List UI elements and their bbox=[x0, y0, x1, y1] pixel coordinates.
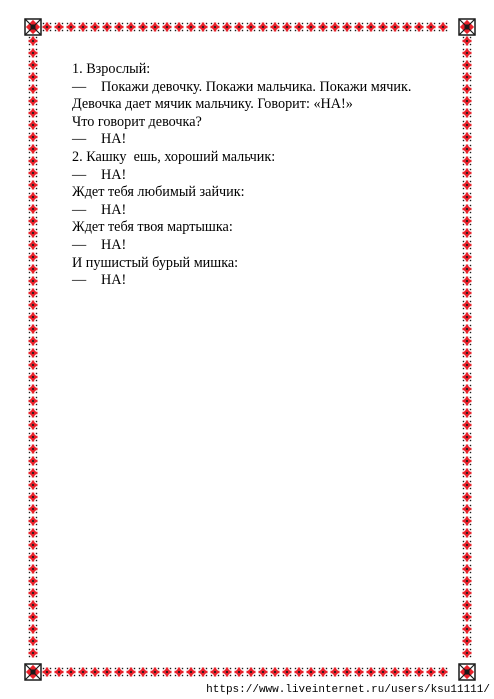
folk-cross-stitch-ornament-icon bbox=[115, 668, 124, 677]
folk-cross-stitch-ornament-icon bbox=[463, 301, 472, 310]
folk-cross-stitch-ornament-icon bbox=[29, 457, 38, 466]
folk-cross-stitch-ornament-icon bbox=[199, 23, 208, 32]
folk-cross-stitch-ornament-icon bbox=[463, 265, 472, 274]
folk-cross-stitch-ornament-icon bbox=[463, 229, 472, 238]
folk-cross-stitch-ornament-icon bbox=[463, 145, 472, 154]
em-dash: — bbox=[72, 236, 87, 253]
folk-cross-stitch-ornament-icon bbox=[29, 133, 38, 142]
folk-cross-stitch-ornament-icon bbox=[43, 23, 52, 32]
folk-cross-stitch-ornament-icon bbox=[67, 23, 76, 32]
folk-cross-stitch-ornament-icon bbox=[29, 253, 38, 262]
folk-cross-stitch-ornament-icon bbox=[29, 553, 38, 562]
folk-cross-stitch-ornament-icon bbox=[367, 668, 376, 677]
folk-cross-stitch-ornament-icon bbox=[283, 23, 292, 32]
folk-cross-stitch-ornament-icon bbox=[463, 253, 472, 262]
folk-cross-stitch-ornament-icon bbox=[439, 23, 448, 32]
folk-cross-stitch-ornament-icon bbox=[463, 613, 472, 622]
folk-cross-stitch-ornament-icon bbox=[211, 668, 220, 677]
poem-line-text: НА! bbox=[101, 236, 127, 253]
folk-cross-stitch-ornament-icon bbox=[343, 668, 352, 677]
border-top bbox=[43, 23, 448, 32]
folk-cross-stitch-ornament-icon bbox=[319, 668, 328, 677]
folk-cross-stitch-ornament-icon bbox=[29, 493, 38, 502]
folk-cross-stitch-ornament-icon bbox=[463, 337, 472, 346]
folk-cross-stitch-ornament-icon bbox=[29, 529, 38, 538]
folk-cross-stitch-ornament-icon bbox=[463, 313, 472, 322]
folk-cross-stitch-ornament-icon bbox=[29, 649, 38, 658]
folk-cross-stitch-ornament-icon bbox=[331, 668, 340, 677]
em-dash: — bbox=[72, 272, 87, 289]
folk-cross-stitch-ornament-icon bbox=[463, 97, 472, 106]
folk-cross-stitch-ornament-icon bbox=[29, 481, 38, 490]
folk-cross-stitch-ornament-icon bbox=[211, 23, 220, 32]
folk-cross-stitch-ornament-icon bbox=[29, 121, 38, 130]
folk-cross-stitch-ornament-icon bbox=[29, 85, 38, 94]
folk-cross-stitch-ornament-icon bbox=[463, 553, 472, 562]
poem-line: 2. Кашку ешь, хороший мальчик: bbox=[72, 148, 276, 165]
folk-cross-stitch-ornament-icon bbox=[115, 23, 124, 32]
folk-cross-stitch-ornament-icon bbox=[29, 385, 38, 394]
folk-cross-stitch-ornament-icon bbox=[463, 637, 472, 646]
folk-cross-stitch-ornament-icon bbox=[29, 541, 38, 550]
border-left bbox=[29, 37, 38, 658]
folk-cross-stitch-ornament-icon bbox=[29, 193, 38, 202]
folk-cross-stitch-ornament-icon bbox=[463, 517, 472, 526]
folk-cross-stitch-ornament-icon bbox=[463, 409, 472, 418]
folk-cross-stitch-ornament-icon bbox=[463, 481, 472, 490]
folk-cross-stitch-ornament-icon bbox=[29, 301, 38, 310]
folk-cross-stitch-ornament-icon bbox=[29, 325, 38, 334]
folk-cross-stitch-ornament-icon bbox=[463, 385, 472, 394]
em-dash: — bbox=[72, 201, 87, 218]
folk-cross-stitch-ornament-icon bbox=[379, 23, 388, 32]
folk-cross-stitch-ornament-icon bbox=[463, 61, 472, 70]
folk-cross-stitch-ornament-icon bbox=[103, 23, 112, 32]
folk-cross-stitch-ornament-icon bbox=[163, 23, 172, 32]
folk-cross-stitch-ornament-icon bbox=[271, 23, 280, 32]
folk-cross-stitch-ornament-icon bbox=[403, 23, 412, 32]
em-dash: — bbox=[72, 131, 87, 148]
folk-cross-stitch-ornament-icon bbox=[79, 23, 88, 32]
folk-cross-stitch-ornament-icon bbox=[427, 23, 436, 32]
folk-cross-stitch-ornament-icon bbox=[29, 613, 38, 622]
folk-cross-stitch-ornament-icon bbox=[29, 265, 38, 274]
folk-cross-stitch-ornament-icon bbox=[463, 133, 472, 142]
folk-cross-stitch-ornament-icon bbox=[463, 421, 472, 430]
folk-cross-stitch-ornament-icon bbox=[463, 565, 472, 574]
folk-cross-stitch-ornament-icon bbox=[223, 23, 232, 32]
folk-cross-stitch-ornament-icon bbox=[29, 577, 38, 586]
folk-cross-stitch-ornament-icon bbox=[463, 541, 472, 550]
folk-cross-stitch-ornament-icon bbox=[91, 668, 100, 677]
folk-cross-stitch-ornament-icon bbox=[463, 397, 472, 406]
folk-cross-stitch-ornament-icon bbox=[29, 61, 38, 70]
folk-cross-stitch-ornament-icon bbox=[139, 23, 148, 32]
folk-cross-stitch-ornament-icon bbox=[29, 421, 38, 430]
folk-cross-stitch-ornament-icon bbox=[463, 277, 472, 286]
folk-cross-stitch-ornament-icon bbox=[463, 373, 472, 382]
folk-cross-stitch-ornament-icon bbox=[29, 637, 38, 646]
folk-cross-stitch-ornament-icon bbox=[187, 23, 196, 32]
folk-cross-stitch-ornament-icon bbox=[463, 49, 472, 58]
folk-cross-stitch-ornament-icon bbox=[29, 601, 38, 610]
folk-cross-stitch-ornament-icon bbox=[29, 589, 38, 598]
folk-cross-stitch-ornament-icon bbox=[295, 23, 304, 32]
corner-rosette-icon bbox=[459, 664, 475, 680]
folk-cross-stitch-ornament-icon bbox=[463, 121, 472, 130]
poem-dash-line bbox=[72, 272, 452, 290]
folk-cross-stitch-ornament-icon bbox=[151, 23, 160, 32]
folk-cross-stitch-ornament-icon bbox=[463, 205, 472, 214]
folk-cross-stitch-ornament-icon bbox=[295, 668, 304, 677]
folk-cross-stitch-ornament-icon bbox=[247, 23, 256, 32]
folk-cross-stitch-ornament-icon bbox=[463, 241, 472, 250]
folk-cross-stitch-ornament-icon bbox=[463, 157, 472, 166]
folk-cross-stitch-ornament-icon bbox=[223, 668, 232, 677]
folk-cross-stitch-ornament-icon bbox=[29, 37, 38, 46]
poem-line-text: НА! bbox=[101, 272, 127, 289]
poem-line: Девочка дает мячик мальчику. Говорит: «НА!» bbox=[72, 96, 353, 113]
folk-cross-stitch-ornament-icon bbox=[463, 109, 472, 118]
poem-dash-line bbox=[72, 131, 452, 149]
folk-cross-stitch-ornament-icon bbox=[307, 668, 316, 677]
folk-cross-stitch-ornament-icon bbox=[283, 668, 292, 677]
folk-cross-stitch-ornament-icon bbox=[29, 505, 38, 514]
folk-cross-stitch-ornament-icon bbox=[463, 325, 472, 334]
corner-rosette-icon bbox=[459, 19, 475, 35]
border-right bbox=[463, 37, 472, 658]
folk-cross-stitch-ornament-icon bbox=[463, 349, 472, 358]
folk-cross-stitch-ornament-icon bbox=[391, 23, 400, 32]
folk-cross-stitch-ornament-icon bbox=[29, 145, 38, 154]
folk-cross-stitch-ornament-icon bbox=[29, 433, 38, 442]
folk-cross-stitch-ornament-icon bbox=[391, 668, 400, 677]
folk-cross-stitch-ornament-icon bbox=[43, 668, 52, 677]
folk-cross-stitch-ornament-icon bbox=[439, 668, 448, 677]
poem-line: Что говорит девочка? bbox=[72, 113, 202, 130]
folk-cross-stitch-ornament-icon bbox=[463, 529, 472, 538]
folk-cross-stitch-ornament-icon bbox=[463, 493, 472, 502]
folk-cross-stitch-ornament-icon bbox=[463, 457, 472, 466]
folk-cross-stitch-ornament-icon bbox=[55, 668, 64, 677]
folk-cross-stitch-ornament-icon bbox=[463, 469, 472, 478]
corner-rosette-icon bbox=[25, 19, 41, 35]
folk-cross-stitch-ornament-icon bbox=[29, 517, 38, 526]
folk-cross-stitch-ornament-icon bbox=[127, 23, 136, 32]
folk-cross-stitch-ornament-icon bbox=[29, 169, 38, 178]
folk-cross-stitch-ornament-icon bbox=[29, 157, 38, 166]
folk-cross-stitch-ornament-icon bbox=[29, 217, 38, 226]
folk-cross-stitch-ornament-icon bbox=[175, 23, 184, 32]
folk-cross-stitch-ornament-icon bbox=[139, 668, 148, 677]
folk-cross-stitch-ornament-icon bbox=[415, 23, 424, 32]
folk-cross-stitch-ornament-icon bbox=[463, 73, 472, 82]
folk-cross-stitch-ornament-icon bbox=[151, 668, 160, 677]
folk-cross-stitch-ornament-icon bbox=[29, 73, 38, 82]
folk-cross-stitch-ornament-icon bbox=[463, 577, 472, 586]
poem-line: Ждет тебя любимый зайчик: bbox=[72, 184, 245, 201]
folk-cross-stitch-ornament-icon bbox=[79, 668, 88, 677]
folk-cross-stitch-ornament-icon bbox=[463, 445, 472, 454]
folk-cross-stitch-ornament-icon bbox=[463, 181, 472, 190]
folk-cross-stitch-ornament-icon bbox=[463, 193, 472, 202]
folk-cross-stitch-ornament-icon bbox=[463, 601, 472, 610]
source-url-watermark: https://www.liveinternet.ru/users/ksu11111/ bbox=[206, 684, 490, 696]
folk-cross-stitch-ornament-icon bbox=[29, 229, 38, 238]
folk-cross-stitch-ornament-icon bbox=[463, 217, 472, 226]
folk-cross-stitch-ornament-icon bbox=[463, 505, 472, 514]
folk-cross-stitch-ornament-icon bbox=[29, 241, 38, 250]
folk-cross-stitch-ornament-icon bbox=[463, 37, 472, 46]
folk-cross-stitch-ornament-icon bbox=[163, 668, 172, 677]
poem-text bbox=[72, 61, 452, 290]
folk-cross-stitch-ornament-icon bbox=[463, 169, 472, 178]
folk-cross-stitch-ornament-icon bbox=[29, 205, 38, 214]
folk-cross-stitch-ornament-icon bbox=[127, 668, 136, 677]
folk-cross-stitch-ornament-icon bbox=[271, 668, 280, 677]
poem-line: Ждет тебя твоя мартышка: bbox=[72, 219, 233, 236]
folk-cross-stitch-ornament-icon bbox=[463, 361, 472, 370]
folk-cross-stitch-ornament-icon bbox=[355, 23, 364, 32]
folk-cross-stitch-ornament-icon bbox=[29, 349, 38, 358]
folk-cross-stitch-ornament-icon bbox=[103, 668, 112, 677]
folk-cross-stitch-ornament-icon bbox=[247, 668, 256, 677]
poem-line: И пушистый бурый мишка: bbox=[72, 254, 239, 271]
folk-cross-stitch-ornament-icon bbox=[235, 668, 244, 677]
folk-cross-stitch-ornament-icon bbox=[331, 23, 340, 32]
folk-cross-stitch-ornament-icon bbox=[29, 49, 38, 58]
folk-cross-stitch-ornament-icon bbox=[235, 23, 244, 32]
folk-cross-stitch-ornament-icon bbox=[307, 23, 316, 32]
folk-cross-stitch-ornament-icon bbox=[91, 23, 100, 32]
corner-rosette-icon bbox=[25, 664, 41, 680]
poem-dash-line bbox=[72, 167, 452, 185]
folk-cross-stitch-ornament-icon bbox=[29, 445, 38, 454]
folk-cross-stitch-ornament-icon bbox=[415, 668, 424, 677]
folk-cross-stitch-ornament-icon bbox=[29, 625, 38, 634]
folk-cross-stitch-ornament-icon bbox=[29, 469, 38, 478]
em-dash: — bbox=[72, 78, 87, 95]
folk-cross-stitch-ornament-icon bbox=[463, 85, 472, 94]
folk-cross-stitch-ornament-icon bbox=[29, 97, 38, 106]
folk-cross-stitch-ornament-icon bbox=[29, 565, 38, 574]
folk-cross-stitch-ornament-icon bbox=[29, 337, 38, 346]
folk-cross-stitch-ornament-icon bbox=[403, 668, 412, 677]
folk-cross-stitch-ornament-icon bbox=[29, 313, 38, 322]
folk-cross-stitch-ornament-icon bbox=[427, 668, 436, 677]
folk-cross-stitch-ornament-icon bbox=[29, 361, 38, 370]
border-bottom bbox=[43, 668, 448, 677]
folk-cross-stitch-ornament-icon bbox=[187, 668, 196, 677]
folk-cross-stitch-ornament-icon bbox=[55, 23, 64, 32]
folk-cross-stitch-ornament-icon bbox=[367, 23, 376, 32]
folk-cross-stitch-ornament-icon bbox=[29, 397, 38, 406]
em-dash: — bbox=[72, 166, 87, 183]
folk-cross-stitch-ornament-icon bbox=[29, 409, 38, 418]
folk-cross-stitch-ornament-icon bbox=[463, 289, 472, 298]
folk-cross-stitch-ornament-icon bbox=[343, 23, 352, 32]
folk-cross-stitch-ornament-icon bbox=[259, 668, 268, 677]
folk-cross-stitch-ornament-icon bbox=[319, 23, 328, 32]
folk-cross-stitch-ornament-icon bbox=[355, 668, 364, 677]
folk-cross-stitch-ornament-icon bbox=[29, 289, 38, 298]
folk-cross-stitch-ornament-icon bbox=[463, 433, 472, 442]
poem-line-text: НА! bbox=[101, 166, 127, 183]
folk-cross-stitch-ornament-icon bbox=[29, 109, 38, 118]
poem-line-text: НА! bbox=[101, 131, 127, 148]
folk-cross-stitch-ornament-icon bbox=[199, 668, 208, 677]
folk-cross-stitch-ornament-icon bbox=[259, 23, 268, 32]
folk-cross-stitch-ornament-icon bbox=[175, 668, 184, 677]
folk-cross-stitch-ornament-icon bbox=[463, 589, 472, 598]
poem-line-text: Покажи девочку. Покажи мальчика. Покажи мячик. bbox=[101, 78, 412, 95]
folk-cross-stitch-ornament-icon bbox=[29, 373, 38, 382]
folk-cross-stitch-ornament-icon bbox=[29, 277, 38, 286]
folk-cross-stitch-ornament-icon bbox=[67, 668, 76, 677]
folk-cross-stitch-ornament-icon bbox=[29, 181, 38, 190]
folk-cross-stitch-ornament-icon bbox=[463, 649, 472, 658]
folk-cross-stitch-ornament-icon bbox=[463, 625, 472, 634]
poem-dash-line bbox=[72, 202, 452, 220]
poem-line-text: НА! bbox=[101, 201, 127, 218]
poem-dash-line bbox=[72, 237, 452, 255]
poem-dash-line bbox=[72, 79, 452, 97]
folk-cross-stitch-ornament-icon bbox=[379, 668, 388, 677]
poem-line: 1. Взрослый: bbox=[72, 61, 151, 77]
